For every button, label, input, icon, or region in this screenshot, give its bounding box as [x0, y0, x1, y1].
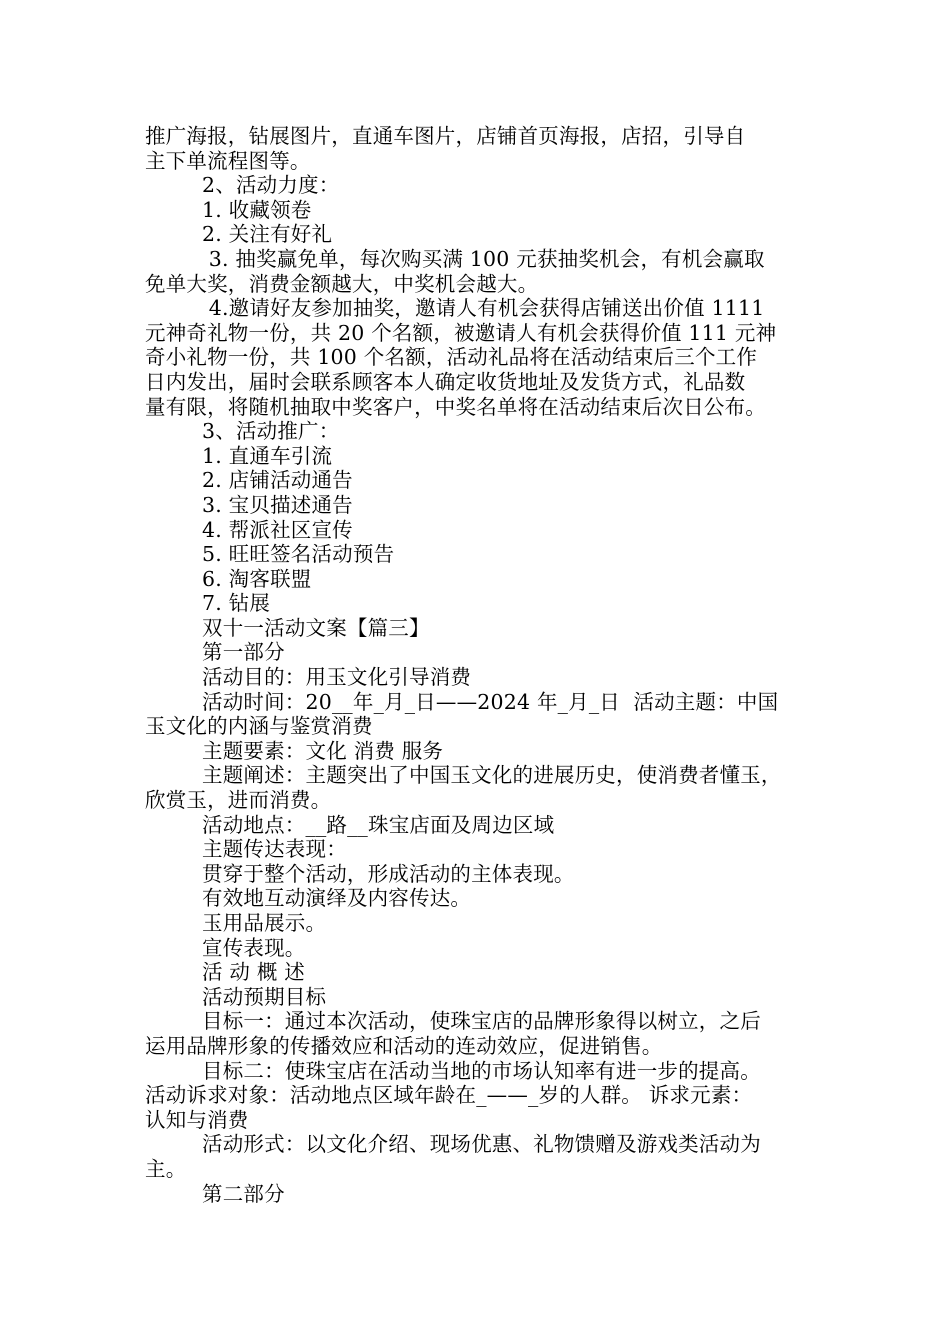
text-line: 活动地点：__路__珠宝店面及周边区域 [202, 812, 555, 837]
text-line: 免单大奖，消费金额越大，中奖机会越大。 [145, 271, 539, 296]
text-line: 活动目的：用玉文化引导消费 [202, 665, 472, 690]
text-line: 双十一活动文案【篇三】 [202, 615, 430, 640]
text-line: 2、活动力度： [202, 173, 340, 198]
text-line: 2. 关注有好礼 [202, 222, 333, 247]
text-line: 认知与消费 [145, 1107, 249, 1132]
text-line: 推广海报，钻展图片，直通车图片，店铺首页海报，店招，引导自 [145, 124, 746, 148]
text-line: 主下单流程图等。 [145, 148, 311, 173]
text-line: 第一部分 [202, 640, 285, 665]
text-line: 玉文化的内涵与鉴赏消费 [145, 714, 373, 739]
text-line: 3. 宝贝描述通告 [202, 492, 353, 517]
text-line: 3、活动推广： [202, 419, 340, 444]
text-line: 活动预期目标 [202, 984, 327, 1009]
text-line: 6. 淘客联盟 [202, 566, 312, 591]
text-line: 4. 帮派社区宣传 [202, 517, 353, 542]
text-line: 活动诉求对象：活动地点区域年龄在_——_岁的人群。 诉求元素： [145, 1083, 753, 1108]
text-line: 贯穿于整个活动，形成活动的主体表现。 [202, 861, 575, 886]
text-line: 4.邀请好友参加抽奖，邀请人有机会获得店铺送出价值 1111 [202, 296, 765, 321]
text-line: 主题要素：文化 消费 服务 [202, 738, 444, 763]
document-body [145, 124, 807, 1206]
text-line: 目标二：使珠宝店在活动当地的市场认知率有进一步的提高。 [202, 1058, 761, 1083]
text-line: 3. 抽奖赢免单，每次购买满 100 元获抽奖机会，有机会赢取 [202, 246, 765, 271]
text-line: 有效地互动演绎及内容传达。 [202, 886, 472, 911]
text-line: 1. 收藏领卷 [202, 197, 312, 222]
text-line: 第二部分 [202, 1181, 285, 1206]
text-line: 欣赏玉，进而消费。 [145, 788, 332, 813]
text-line: 奇小礼物一份，共 100 个名额，活动礼品将在活动结束后三个工作 [145, 345, 758, 370]
text-line: 运用品牌形象的传播效应和活动的连动效应，促进销售。 [145, 1033, 663, 1058]
text-line: 1. 直通车引流 [202, 443, 333, 468]
text-line: 量有限，将随机抽取中奖客户，中奖名单将在活动结束后次日公布。 [145, 394, 766, 419]
text-line: 元神奇礼物一份，共 20 个名额，被邀请人有机会获得价值 111 元神 [145, 320, 777, 345]
text-line: 日内发出，届时会联系顾客本人确定收货地址及发货方式，礼品数 [145, 369, 746, 394]
text-line: 活 动 概 述 [202, 960, 305, 985]
text-line: 5. 旺旺签名活动预告 [202, 542, 395, 567]
text-line: 宣传表现。 [202, 935, 306, 960]
text-line: 主题阐述：主题突出了中国玉文化的进展历史，使消费者懂玉， [202, 763, 782, 788]
text-line: 活动形式：以文化介绍、现场优惠、礼物馈赠及游戏类活动为 [202, 1132, 761, 1157]
text-line: 2. 店铺活动通告 [202, 468, 353, 493]
text-line: 活动时间：20__年_月_日——2024 年_月_日 活动主题：中国 [202, 689, 779, 714]
text-line: 主题传达表现： [202, 837, 347, 862]
text-line: 7. 钻展 [202, 591, 271, 616]
text-line: 主。 [145, 1156, 187, 1181]
text-line: 玉用品展示。 [202, 911, 327, 935]
text-line: 目标一：通过本次活动，使珠宝店的品牌形象得以树立，之后 [202, 1009, 761, 1034]
